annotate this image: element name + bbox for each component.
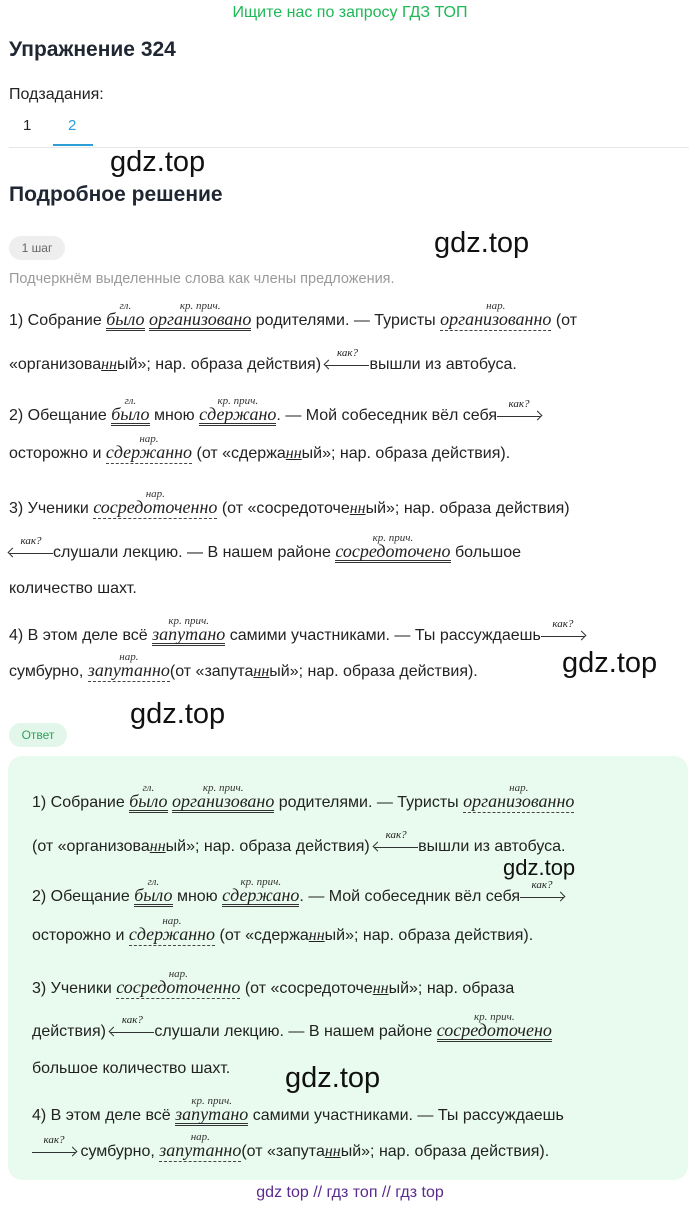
solution-line: как? слушали лекцию. — В нашем районе кр. прич. сосредоточено большое — [9, 542, 679, 563]
solution-line: 1) Собрание гл. было кр. прич. организовано родителями. — Туристы нар. организованно (от — [9, 300, 578, 329]
solution-line: сумбурно, нар. запутанно(от «запутанный»; нар. образа действия). — [9, 651, 478, 680]
exercise-title: Упражнение 324 — [9, 38, 176, 61]
watermark: gdz.top — [285, 1062, 381, 1094]
footer-links[interactable]: gdz top // гдз топ // гдз top — [256, 1184, 444, 1201]
right-arrow-icon: как? — [541, 630, 585, 642]
solution-line: 2) Обещание гл. было мною кр. прич. сдержано. — Мой собеседник вёл себя как? — [9, 405, 679, 426]
section-title: Подробное решение — [9, 183, 223, 206]
watermark: gdz.top — [434, 227, 530, 259]
watermark: gdz.top — [562, 647, 658, 679]
watermark: gdz.top — [130, 698, 226, 730]
solution-line: количество шахт. — [9, 580, 137, 597]
top-banner: Ищите нас по запросу ГДЗ ТОП — [232, 4, 468, 21]
subtasks-label: Подзадания: — [9, 86, 104, 103]
answer-line: 1) Собрание гл. было кр. прич. организовано родителями. — Туристы нар. организованно — [32, 782, 575, 811]
answer-line: 4) В этом деле всё кр. прич. запутано самими участниками. — Ты рассуждаешь — [32, 1095, 564, 1124]
watermark: gdz.top — [110, 146, 206, 178]
tab-subtask-1[interactable]: 1 — [23, 117, 32, 134]
left-arrow-icon: как? — [9, 547, 53, 559]
answer-line: 2) Обещание гл. было мною кр. прич. сдержано. — Мой собеседник вёл себя как? — [32, 886, 700, 907]
adverbial-word: нар. организованно — [440, 300, 552, 329]
left-arrow-icon: как? — [325, 359, 369, 371]
answer-line: большое количество шахт. — [32, 1060, 231, 1077]
watermark: gdz.top — [503, 855, 576, 880]
answer-line: действия) как? слушали лекцию. — В нашем районе кр. прич. сосредоточено — [32, 1011, 552, 1040]
solution-line: 4) В этом деле всё кр. прич. запутано самими участниками. — Ты рассуждаешь как? — [9, 625, 679, 646]
step-badge: 1 шаг — [9, 236, 65, 260]
active-tab-indicator — [53, 144, 93, 146]
answer-line: осторожно и нар. сдержанно (от «сдержанный»; нар. образа действия). — [32, 915, 534, 944]
answer-line: 3) Ученики нар. сосредоточенно (от «сосредоточенный»; нар. образа — [32, 968, 515, 997]
answer-line: (от «организованный»; нар. образа действия) как? вышли из автобуса. — [32, 828, 566, 855]
tab-subtask-2[interactable]: 2 — [68, 117, 77, 134]
predicate-word: гл. было — [106, 300, 145, 329]
step-hint: Подчеркнём выделенные слова как члены предложения. — [9, 271, 395, 287]
solution-line: осторожно и нар. сдержанно (от «сдержанный»; нар. образа действия). — [9, 433, 511, 462]
solution-line: «организованный»; нар. образа действия) как? вышли из автобуса. — [9, 346, 517, 373]
predicate-word: кр. прич. организовано — [148, 300, 252, 329]
solution-line: 3) Ученики нар. сосредоточенно (от «сосредоточенный»; нар. образа действия) — [9, 488, 570, 517]
answer-badge: Ответ — [9, 723, 67, 747]
answer-line: как? сумбурно, нар. запутанно(от «запутанный»; нар. образа действия). — [32, 1141, 700, 1162]
right-arrow-icon: как? — [497, 410, 541, 422]
